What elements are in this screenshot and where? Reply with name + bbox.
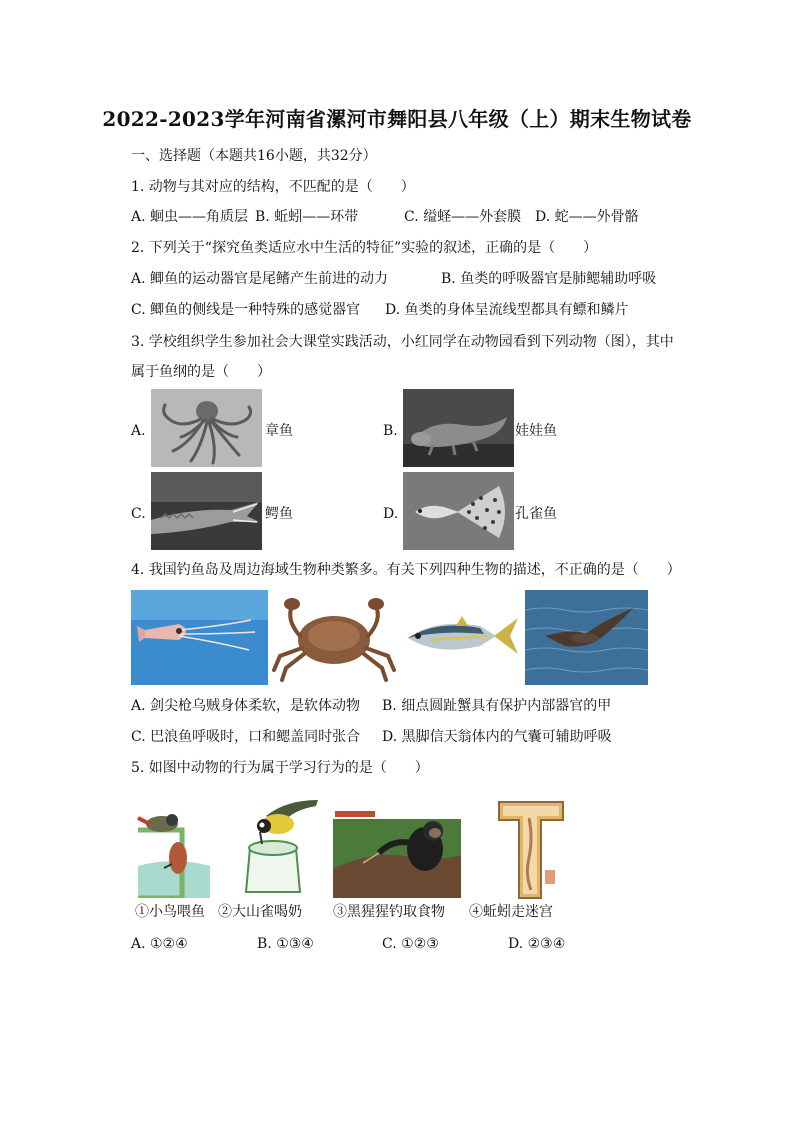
q3-option-d-letter: D.: [383, 506, 399, 522]
q2-option-b: B. 鱼类的呼吸器官是肺鳃辅助呼吸: [441, 271, 657, 287]
question-2-stem: 2. 下列关于“探究鱼类适应水中生活的特征”实验的叙述，正确的是（ ）: [131, 240, 598, 256]
q2-option-a: A. 鲫鱼的运动器官是尾鳍产生前进的动力: [131, 271, 389, 287]
q2-option-d: D. 鱼类的身体呈流线型都具有鳔和鳞片: [385, 302, 629, 318]
q2-option-c: C. 鲫鱼的侧线是一种特殊的感觉器官: [131, 302, 361, 318]
q3-option-c-label: 鳄鱼: [265, 506, 293, 522]
q5-caption-3: ③黑猩猩钓取食物: [333, 904, 445, 920]
crab-photo: [268, 590, 400, 685]
guppy-photo: [403, 472, 514, 550]
section-heading: 一、选择题（本题共16小题，共32分）: [131, 148, 377, 164]
q1-option-d: D. 蛇——外骨骼: [535, 209, 639, 225]
q4-option-c: C. 巴浪鱼呼吸时，口和鳃盖同时张合: [131, 729, 361, 745]
q1-option-a: A. 蛔虫——角质层: [131, 209, 249, 225]
q3-option-c-letter: C.: [131, 506, 146, 522]
q3-option-a-letter: A.: [131, 423, 146, 439]
q3-option-b-label: 娃娃鱼: [515, 423, 557, 439]
question-5-stem: 5. 如图中动物的行为属于学习行为的是（ ）: [131, 760, 429, 776]
bird-feeding-fish-illustration: [134, 806, 214, 898]
exam-title: 2022-2023学年河南省漯河市舞阳县八年级（上）期末生物试卷: [102, 107, 692, 131]
great-tit-drinking-milk-illustration: [236, 796, 322, 894]
q3-option-d-label: 孔雀鱼: [515, 506, 557, 522]
q5-option-a: A. ①②④: [131, 936, 188, 952]
q5-caption-1: ①小鸟喂鱼: [135, 904, 205, 920]
q4-option-b: B. 细点圆趾蟹具有保护内部器官的甲: [382, 698, 612, 714]
chimpanzee-fishing-photo: [333, 809, 461, 898]
q3-option-a-label: 章鱼: [265, 423, 293, 439]
squid-photo: [131, 590, 268, 685]
q1-option-c: C. 缢蛏——外套膜: [404, 209, 522, 225]
giant-salamander-photo: [403, 389, 514, 467]
q4-option-a: A. 剑尖枪乌贼身体柔软，是软体动物: [131, 698, 361, 714]
q3-option-b-letter: B.: [383, 423, 398, 439]
octopus-photo: [151, 389, 262, 467]
question-4-stem: 4. 我国钓鱼岛及周边海域生物种类繁多。有关下列四种生物的描述，不正确的是（ ）: [131, 562, 681, 578]
earthworm-maze-illustration: [489, 798, 569, 901]
question-1-stem: 1. 动物与其对应的结构，不匹配的是（ ）: [131, 179, 415, 195]
mackerel-photo: [400, 590, 525, 685]
crocodile-photo: [151, 472, 262, 550]
q4-option-d: D. 黑脚信天翁体内的气囊可辅助呼吸: [382, 729, 612, 745]
question-3-stem-line2: 属于鱼纲的是（ ）: [131, 364, 271, 380]
q5-option-c: C. ①②③: [382, 936, 439, 952]
q5-caption-2: ②大山雀喝奶: [218, 904, 302, 920]
albatross-photo: [525, 590, 648, 685]
q1-option-b: B. 蚯蚓——环带: [255, 209, 359, 225]
q5-caption-4: ④蚯蚓走迷宫: [469, 904, 553, 920]
q5-option-b: B. ①③④: [257, 936, 314, 952]
q5-option-d: D. ②③④: [508, 936, 566, 952]
question-3-stem-line1: 3. 学校组织学生参加社会大课堂实践活动，小红同学在动物园看到下列动物（图），其中: [131, 334, 674, 350]
